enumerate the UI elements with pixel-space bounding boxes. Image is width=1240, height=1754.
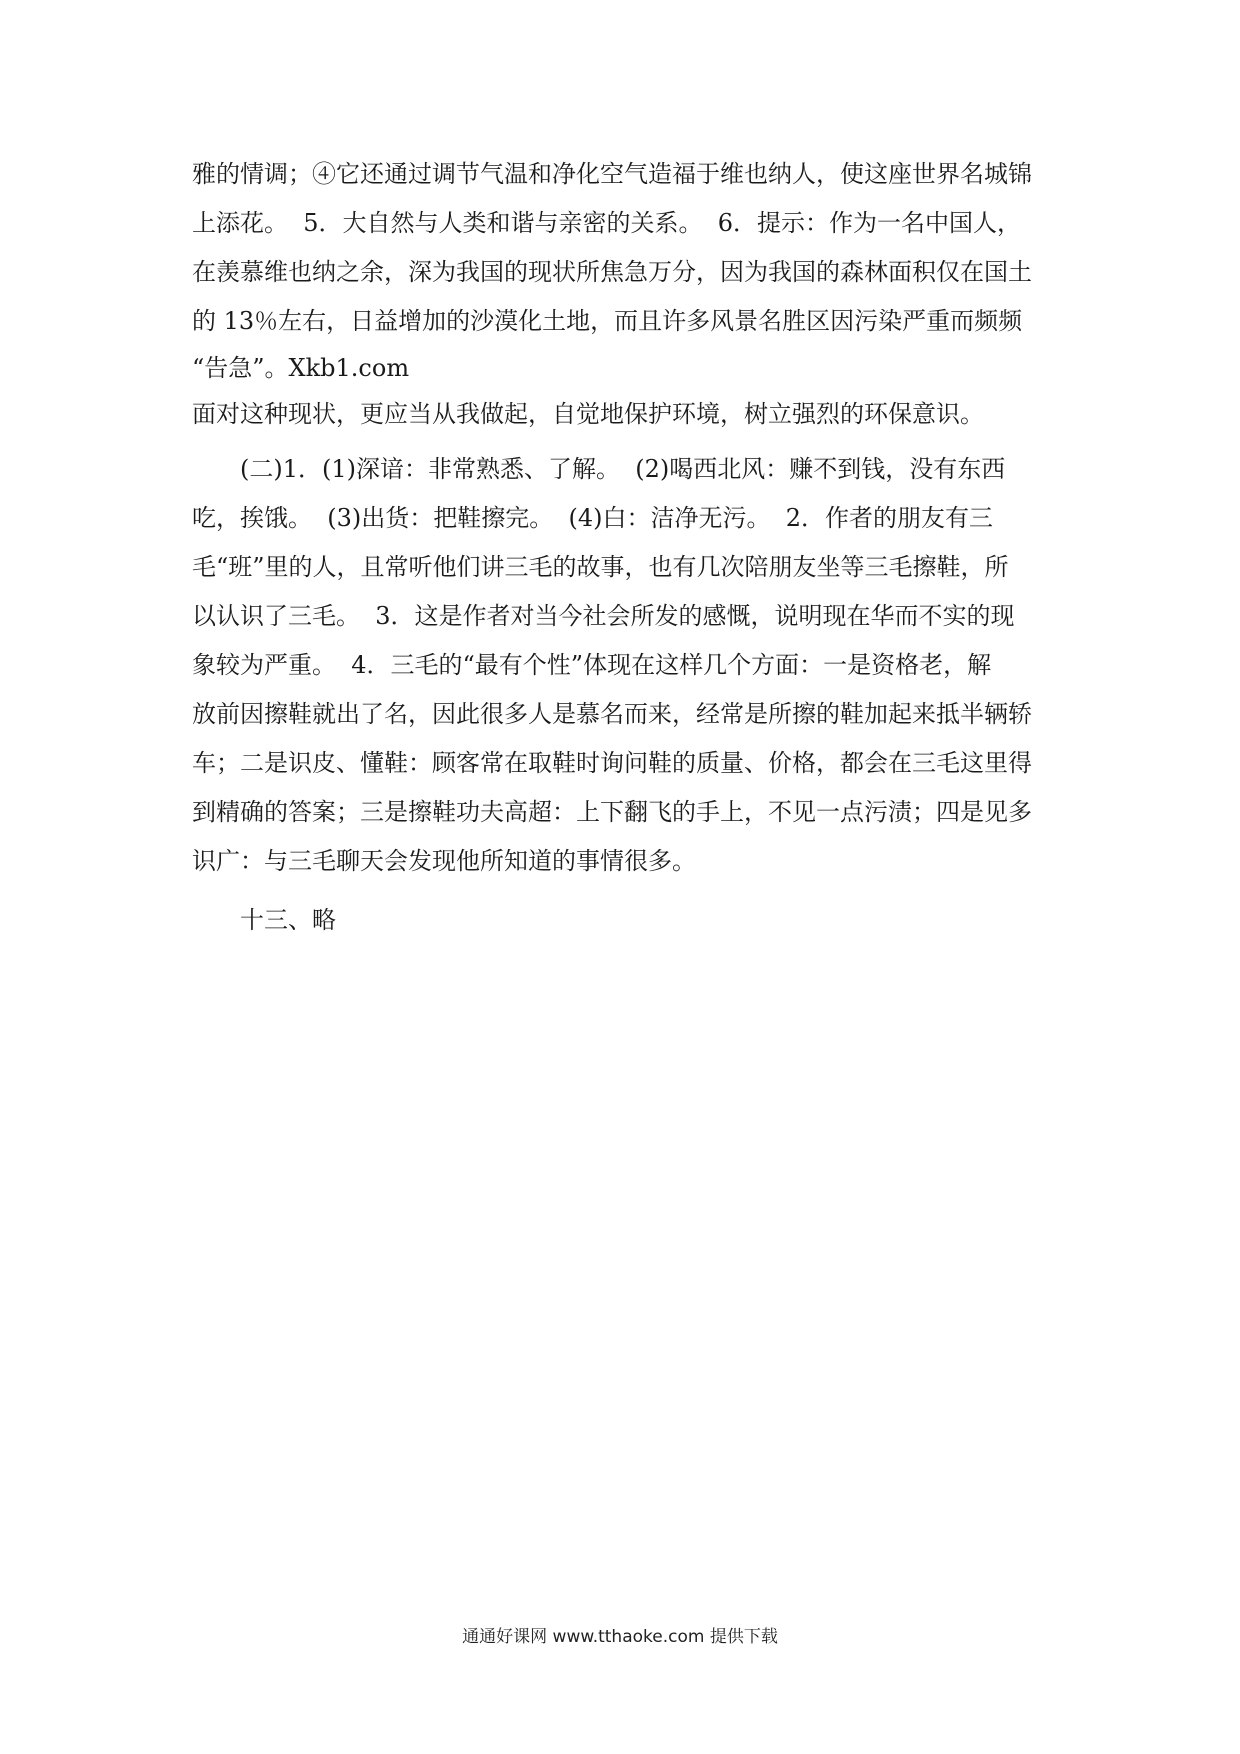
text-line: 到精确的答案；三是擦鞋功夫高超：上下翻飞的手上，不见一点污渍；四是见多	[192, 798, 1032, 826]
text-line: 象较为严重。 4．三毛的“最有个性”体现在这样几个方面：一是资格老，解	[192, 651, 992, 679]
text-line: 雅的情调；④它还通过调节气温和净化空气造福于维也纳人，使这座世界名城锦	[192, 160, 1032, 188]
text-line: 毛“班”里的人，且常听他们讲三毛的故事，也有几次陪朋友坐等三毛擦鞋，所	[192, 553, 1009, 581]
section-13-heading: 十三、略	[240, 906, 336, 934]
text-line: 在羡慕维也纳之余，深为我国的现状所焦急万分，因为我国的森林面积仅在国土	[192, 258, 1032, 286]
page-footer: 通通好课网 www.tthaoke.com 提供下载	[462, 1627, 778, 1647]
text-line: 上添花。 5．大自然与人类和谐与亲密的关系。 6．提示：作为一名中国人，	[192, 209, 1022, 237]
text-line: 吃，挨饿。 (3)出货：把鞋擦完。 (4)白：洁净无污。 2．作者的朋友有三	[192, 504, 994, 532]
text-line: 放前因擦鞋就出了名，因此很多人是慕名而来，经常是所擦的鞋加起来抵半辆轿	[192, 700, 1032, 728]
text-line: 以认识了三毛。 3．这是作者对当今社会所发的感慨，说明现在华而不实的现	[192, 602, 1015, 630]
text-line: 车；二是识皮、懂鞋：顾客常在取鞋时询问鞋的质量、价格，都会在三毛这里得	[192, 749, 1032, 777]
text-line: 面对这种现状，更应当从我做起，自觉地保护环境，树立强烈的环保意识。	[192, 400, 984, 428]
document-body	[192, 150, 1060, 945]
text-line: 的 13％左右，日益增加的沙漠化土地，而且许多风景名胜区因污染严重而频频	[192, 307, 1023, 335]
text-line: 识广：与三毛聊天会发现他所知道的事情很多。	[192, 847, 696, 875]
text-line: (二)1．(1)深谙：非常熟悉、了解。 (2)喝西北风：赚不到钱，没有东西	[240, 455, 1006, 483]
text-line: “告急”。Xkb1.com	[192, 354, 410, 382]
paragraph-gap	[192, 886, 1060, 896]
